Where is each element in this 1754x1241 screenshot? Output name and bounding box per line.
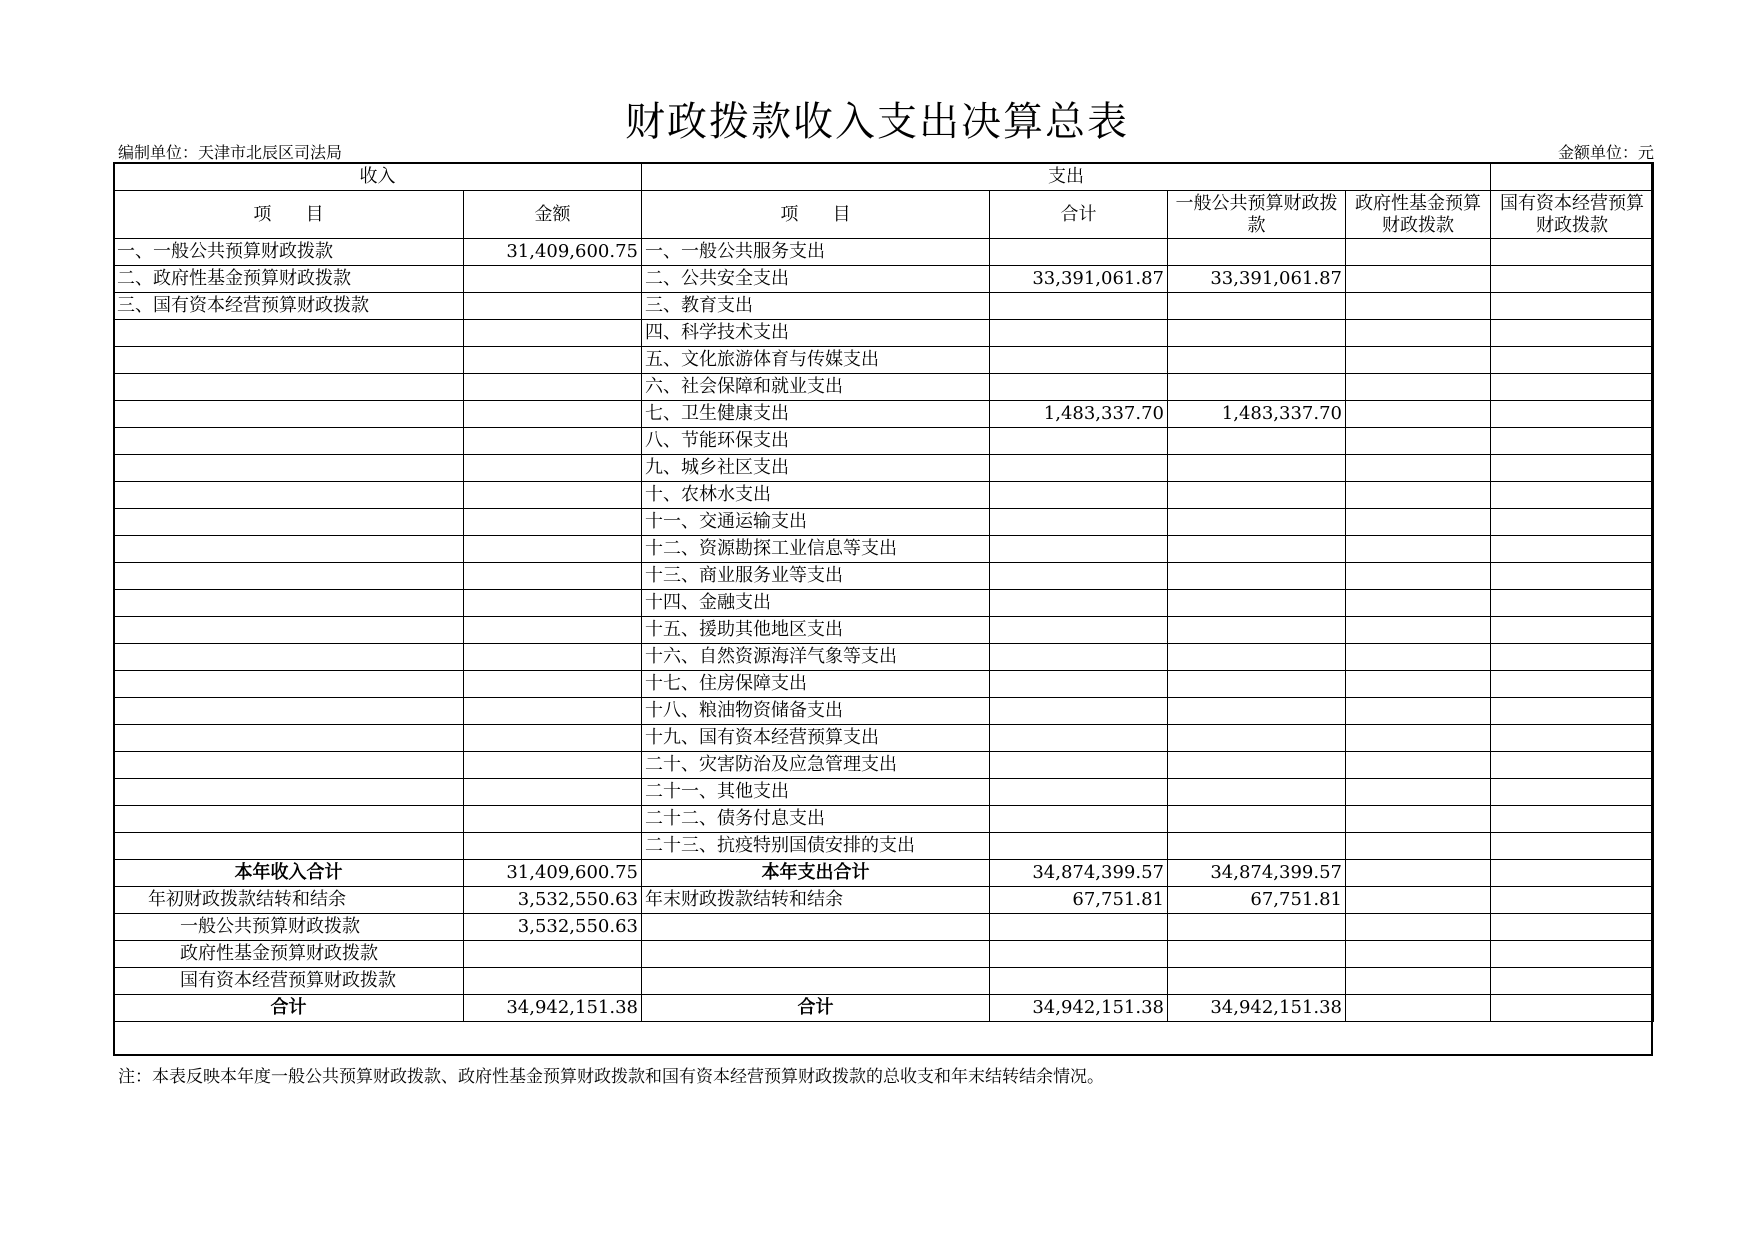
blank-cell xyxy=(642,914,990,941)
income-item-cell xyxy=(114,401,464,428)
exp-fund-cell xyxy=(1346,806,1491,833)
exp-state-capital-cell xyxy=(1491,698,1654,725)
exp-fund-cell xyxy=(1346,779,1491,806)
total-header: 合计 xyxy=(990,191,1168,239)
table-row xyxy=(114,374,1654,401)
income-amount-cell xyxy=(464,536,642,563)
exp-fund-cell xyxy=(1346,482,1491,509)
income-item-cell xyxy=(114,725,464,752)
exp-state-capital-cell xyxy=(1491,509,1654,536)
income-amount-header: 金额 xyxy=(464,191,642,239)
income-amount-cell xyxy=(464,401,642,428)
exp-total-cell xyxy=(990,428,1168,455)
table-row xyxy=(114,698,1654,725)
income-item-cell xyxy=(114,563,464,590)
income-amount-cell xyxy=(464,428,642,455)
table-row xyxy=(114,536,1654,563)
exp-state-capital-cell xyxy=(1491,455,1654,482)
income-item-cell xyxy=(114,482,464,509)
income-header: 收入 xyxy=(114,163,642,191)
exp-total-cell xyxy=(990,698,1168,725)
exp-state-capital-cell xyxy=(1491,347,1654,374)
end-balance-sc xyxy=(1491,887,1654,914)
exp-state-capital-cell xyxy=(1491,725,1654,752)
expenditure-item-cell: 二十、灾害防治及应急管理支出 xyxy=(642,752,990,779)
income-amount-cell xyxy=(464,482,642,509)
exp-general-cell: 33,391,061.87 xyxy=(1168,266,1346,293)
income-item-cell xyxy=(114,617,464,644)
blank-cell xyxy=(1491,968,1654,995)
exp-state-capital-cell xyxy=(1491,644,1654,671)
table-row xyxy=(114,293,1654,320)
income-amount-cell xyxy=(464,293,642,320)
expenditure-item-header: 项 目 xyxy=(642,191,990,239)
exp-total-cell xyxy=(990,536,1168,563)
expenditure-header: 支出 xyxy=(642,163,1491,191)
table-row xyxy=(114,806,1654,833)
exp-state-capital-cell xyxy=(1491,590,1654,617)
blank-cell xyxy=(1168,914,1346,941)
expenditure-item-cell: 四、科学技术支出 xyxy=(642,320,990,347)
exp-general-cell xyxy=(1168,320,1346,347)
blank-cell xyxy=(1346,914,1491,941)
exp-general-cell xyxy=(1168,536,1346,563)
exp-general-cell xyxy=(1168,779,1346,806)
income-item-cell xyxy=(114,779,464,806)
table-row xyxy=(114,428,1654,455)
exp-fund-cell xyxy=(1346,590,1491,617)
year-exp-general: 34,874,399.57 xyxy=(1168,860,1346,887)
expenditure-item-cell: 五、文化旅游体育与传媒支出 xyxy=(642,347,990,374)
income-amount-cell xyxy=(464,671,642,698)
header-row-2 xyxy=(114,191,1654,239)
exp-general-cell xyxy=(1168,509,1346,536)
exp-general-cell xyxy=(1168,293,1346,320)
expenditure-item-cell: 十九、国有资本经营预算支出 xyxy=(642,725,990,752)
exp-total-cell xyxy=(990,644,1168,671)
end-balance-label: 年末财政拨款结转和结余 xyxy=(642,887,990,914)
table-row xyxy=(114,779,1654,806)
total-income-amount: 34,942,151.38 xyxy=(464,995,642,1022)
exp-state-capital-cell xyxy=(1491,374,1654,401)
exp-state-capital-cell xyxy=(1491,536,1654,563)
exp-total-cell xyxy=(990,482,1168,509)
blank-cell xyxy=(990,914,1168,941)
total-exp-label: 合计 xyxy=(642,995,990,1022)
fund-budget-header: 政府性基金预算财政拨款 xyxy=(1346,191,1491,239)
expenditure-item-cell: 二十三、抗疫特别国债安排的支出 xyxy=(642,833,990,860)
expenditure-item-cell: 十六、自然资源海洋气象等支出 xyxy=(642,644,990,671)
exp-general-cell xyxy=(1168,347,1346,374)
exp-total-cell xyxy=(990,239,1168,266)
end-balance-general: 67,751.81 xyxy=(1168,887,1346,914)
income-item-header: 项 目 xyxy=(114,191,464,239)
table-row xyxy=(114,617,1654,644)
blank-cell xyxy=(1346,995,1491,1022)
year-exp-sc xyxy=(1491,860,1654,887)
income-amount-cell xyxy=(464,725,642,752)
exp-state-capital-cell xyxy=(1491,806,1654,833)
exp-fund-cell xyxy=(1346,374,1491,401)
exp-fund-cell xyxy=(1346,536,1491,563)
expenditure-item-cell: 十四、金融支出 xyxy=(642,590,990,617)
income-amount-cell xyxy=(464,455,642,482)
expenditure-item-cell: 二十二、债务付息支出 xyxy=(642,806,990,833)
table-row xyxy=(114,266,1654,293)
exp-state-capital-cell xyxy=(1491,239,1654,266)
income-amount-cell xyxy=(464,374,642,401)
expenditure-item-cell: 十三、商业服务业等支出 xyxy=(642,563,990,590)
expenditure-item-cell: 三、教育支出 xyxy=(642,293,990,320)
exp-general-cell xyxy=(1168,590,1346,617)
exp-total-cell: 33,391,061.87 xyxy=(990,266,1168,293)
table-row xyxy=(114,725,1654,752)
exp-fund-cell xyxy=(1346,320,1491,347)
blank-cell xyxy=(990,968,1168,995)
begin-balance-amount: 3,532,550.63 xyxy=(464,887,642,914)
exp-general-cell xyxy=(1168,455,1346,482)
income-item-cell xyxy=(114,428,464,455)
exp-fund-cell xyxy=(1346,563,1491,590)
blank-cell xyxy=(990,941,1168,968)
exp-fund-cell xyxy=(1346,617,1491,644)
total-income-label: 合计 xyxy=(114,995,464,1022)
blank-cell xyxy=(464,968,642,995)
exp-fund-cell xyxy=(1346,428,1491,455)
exp-fund-cell xyxy=(1346,401,1491,428)
exp-fund-cell xyxy=(1346,644,1491,671)
expenditure-item-cell: 六、社会保障和就业支出 xyxy=(642,374,990,401)
income-item-cell xyxy=(114,320,464,347)
sub-sc-label: 国有资本经营预算财政拨款 xyxy=(114,968,464,995)
footnote: 注：本表反映本年度一般公共预算财政拨款、政府性基金预算财政拨款和国有资本经营预算财政拨款的总收支和年末结转结余情况。 xyxy=(118,1067,1104,1087)
income-amount-cell xyxy=(464,590,642,617)
state-capital-header: 国有资本经营预算财政拨款 xyxy=(1491,191,1654,239)
sub-fund-row xyxy=(114,941,1654,968)
income-amount-cell xyxy=(464,320,642,347)
exp-general-cell xyxy=(1168,428,1346,455)
table-row xyxy=(114,455,1654,482)
exp-state-capital-cell xyxy=(1491,428,1654,455)
blank-cell xyxy=(1346,941,1491,968)
expenditure-item-cell: 十八、粮油物资储备支出 xyxy=(642,698,990,725)
expenditure-item-cell: 七、卫生健康支出 xyxy=(642,401,990,428)
exp-total-cell xyxy=(990,725,1168,752)
exp-total-cell xyxy=(990,320,1168,347)
exp-fund-cell xyxy=(1346,239,1491,266)
exp-fund-cell xyxy=(1346,671,1491,698)
income-amount-cell xyxy=(464,266,642,293)
currency-unit: 金额单位：元 xyxy=(1557,143,1654,162)
exp-total-cell xyxy=(990,563,1168,590)
table-row xyxy=(114,671,1654,698)
table-row xyxy=(114,752,1654,779)
exp-fund-cell xyxy=(1346,698,1491,725)
expenditure-item-cell: 一、一般公共服务支出 xyxy=(642,239,990,266)
expenditure-item-cell: 十七、住房保障支出 xyxy=(642,671,990,698)
table-row xyxy=(114,644,1654,671)
income-item-cell xyxy=(114,509,464,536)
income-amount-cell xyxy=(464,752,642,779)
begin-balance-label: 年初财政拨款结转和结余 xyxy=(114,887,464,914)
table-row xyxy=(114,482,1654,509)
income-amount-cell xyxy=(464,698,642,725)
exp-general-cell xyxy=(1168,671,1346,698)
exp-total-cell xyxy=(990,347,1168,374)
exp-state-capital-cell xyxy=(1491,482,1654,509)
exp-fund-cell xyxy=(1346,752,1491,779)
grand-total-row xyxy=(114,995,1654,1022)
exp-total-cell xyxy=(990,590,1168,617)
exp-total-cell xyxy=(990,779,1168,806)
sub-sc-row xyxy=(114,968,1654,995)
exp-total-cell xyxy=(990,455,1168,482)
exp-general-cell xyxy=(1168,725,1346,752)
exp-total-cell xyxy=(990,752,1168,779)
expenditure-item-cell: 十、农林水支出 xyxy=(642,482,990,509)
exp-fund-cell xyxy=(1346,293,1491,320)
income-amount-cell xyxy=(464,779,642,806)
exp-general-cell xyxy=(1168,806,1346,833)
header-blank-cell xyxy=(1491,163,1654,191)
income-amount-cell xyxy=(464,644,642,671)
income-item-cell xyxy=(114,698,464,725)
income-item-cell: 二、政府性基金预算财政拨款 xyxy=(114,266,464,293)
income-amount-cell xyxy=(464,563,642,590)
income-item-cell xyxy=(114,644,464,671)
income-item-cell xyxy=(114,536,464,563)
header-row-1 xyxy=(114,163,1654,191)
exp-total-cell xyxy=(990,617,1168,644)
exp-state-capital-cell xyxy=(1491,401,1654,428)
year-income-label: 本年收入合计 xyxy=(114,860,464,887)
blank-cell xyxy=(1346,968,1491,995)
exp-state-capital-cell xyxy=(1491,266,1654,293)
income-item-cell: 一、一般公共预算财政拨款 xyxy=(114,239,464,266)
exp-general-cell xyxy=(1168,482,1346,509)
expenditure-item-cell: 十五、援助其他地区支出 xyxy=(642,617,990,644)
blank-cell xyxy=(642,968,990,995)
blank-cell xyxy=(1491,914,1654,941)
income-item-cell xyxy=(114,455,464,482)
expenditure-item-cell: 十二、资源勘探工业信息等支出 xyxy=(642,536,990,563)
income-amount-cell: 31,409,600.75 xyxy=(464,239,642,266)
income-amount-cell xyxy=(464,347,642,374)
income-item-cell xyxy=(114,347,464,374)
table-row xyxy=(114,320,1654,347)
exp-general-cell xyxy=(1168,752,1346,779)
expenditure-item-cell: 二、公共安全支出 xyxy=(642,266,990,293)
exp-state-capital-cell xyxy=(1491,293,1654,320)
exp-total-cell xyxy=(990,293,1168,320)
income-amount-cell xyxy=(464,509,642,536)
expenditure-item-cell: 八、节能环保支出 xyxy=(642,428,990,455)
exp-general-cell xyxy=(1168,374,1346,401)
exp-total-cell xyxy=(990,806,1168,833)
sub-general-label: 一般公共预算财政拨款 xyxy=(114,914,464,941)
exp-state-capital-cell xyxy=(1491,320,1654,347)
expenditure-item-cell: 二十一、其他支出 xyxy=(642,779,990,806)
exp-total-cell xyxy=(990,833,1168,860)
income-amount-cell xyxy=(464,806,642,833)
income-item-cell xyxy=(114,833,464,860)
exp-total-cell xyxy=(990,671,1168,698)
exp-state-capital-cell xyxy=(1491,833,1654,860)
table-row xyxy=(114,590,1654,617)
exp-total-cell: 1,483,337.70 xyxy=(990,401,1168,428)
end-balance-total: 67,751.81 xyxy=(990,887,1168,914)
blank-cell xyxy=(1168,968,1346,995)
year-income-amount: 31,409,600.75 xyxy=(464,860,642,887)
table-row xyxy=(114,239,1654,266)
exp-fund-cell xyxy=(1346,347,1491,374)
sub-fund-label: 政府性基金预算财政拨款 xyxy=(114,941,464,968)
income-item-cell xyxy=(114,806,464,833)
blank-cell xyxy=(1491,941,1654,968)
end-balance-fund xyxy=(1346,887,1491,914)
sub-general-amount: 3,532,550.63 xyxy=(464,914,642,941)
table-row xyxy=(114,509,1654,536)
table-row xyxy=(114,563,1654,590)
exp-fund-cell xyxy=(1346,509,1491,536)
exp-total-cell xyxy=(990,374,1168,401)
blank-cell xyxy=(642,941,990,968)
table-row xyxy=(114,833,1654,860)
exp-state-capital-cell xyxy=(1491,617,1654,644)
year-exp-fund xyxy=(1346,860,1491,887)
exp-total-cell xyxy=(990,509,1168,536)
fiscal-table xyxy=(113,162,1654,1022)
exp-general-cell: 1,483,337.70 xyxy=(1168,401,1346,428)
exp-state-capital-cell xyxy=(1491,563,1654,590)
exp-fund-cell xyxy=(1346,266,1491,293)
carryover-row xyxy=(114,887,1654,914)
exp-state-capital-cell xyxy=(1491,671,1654,698)
income-item-cell xyxy=(114,374,464,401)
income-amount-cell xyxy=(464,617,642,644)
exp-general-cell xyxy=(1168,563,1346,590)
exp-general-cell xyxy=(1168,644,1346,671)
income-item-cell xyxy=(114,752,464,779)
expenditure-item-cell: 九、城乡社区支出 xyxy=(642,455,990,482)
blank-cell xyxy=(1168,941,1346,968)
year-exp-label: 本年支出合计 xyxy=(642,860,990,887)
exp-fund-cell xyxy=(1346,725,1491,752)
compiling-unit: 编制单位：天津市北辰区司法局 xyxy=(118,143,343,162)
exp-general-cell xyxy=(1168,833,1346,860)
blank-cell xyxy=(464,941,642,968)
table-row xyxy=(114,347,1654,374)
exp-state-capital-cell xyxy=(1491,752,1654,779)
table-row xyxy=(114,401,1654,428)
income-item-cell xyxy=(114,590,464,617)
blank-cell xyxy=(1491,995,1654,1022)
year-exp-total: 34,874,399.57 xyxy=(990,860,1168,887)
general-budget-header: 一般公共预算财政拨款 xyxy=(1168,191,1346,239)
exp-state-capital-cell xyxy=(1491,779,1654,806)
exp-general-cell xyxy=(1168,698,1346,725)
income-item-cell xyxy=(114,671,464,698)
income-item-cell: 三、国有资本经营预算财政拨款 xyxy=(114,293,464,320)
year-total-row xyxy=(114,860,1654,887)
exp-fund-cell xyxy=(1346,455,1491,482)
exp-fund-cell xyxy=(1346,833,1491,860)
exp-general-cell xyxy=(1168,617,1346,644)
total-exp-general: 34,942,151.38 xyxy=(1168,995,1346,1022)
expenditure-item-cell: 十一、交通运输支出 xyxy=(642,509,990,536)
page-title: 财政拨款收入支出决算总表 xyxy=(625,99,1129,145)
exp-general-cell xyxy=(1168,239,1346,266)
sub-general-row xyxy=(114,914,1654,941)
total-exp-amount: 34,942,151.38 xyxy=(990,995,1168,1022)
income-amount-cell xyxy=(464,833,642,860)
